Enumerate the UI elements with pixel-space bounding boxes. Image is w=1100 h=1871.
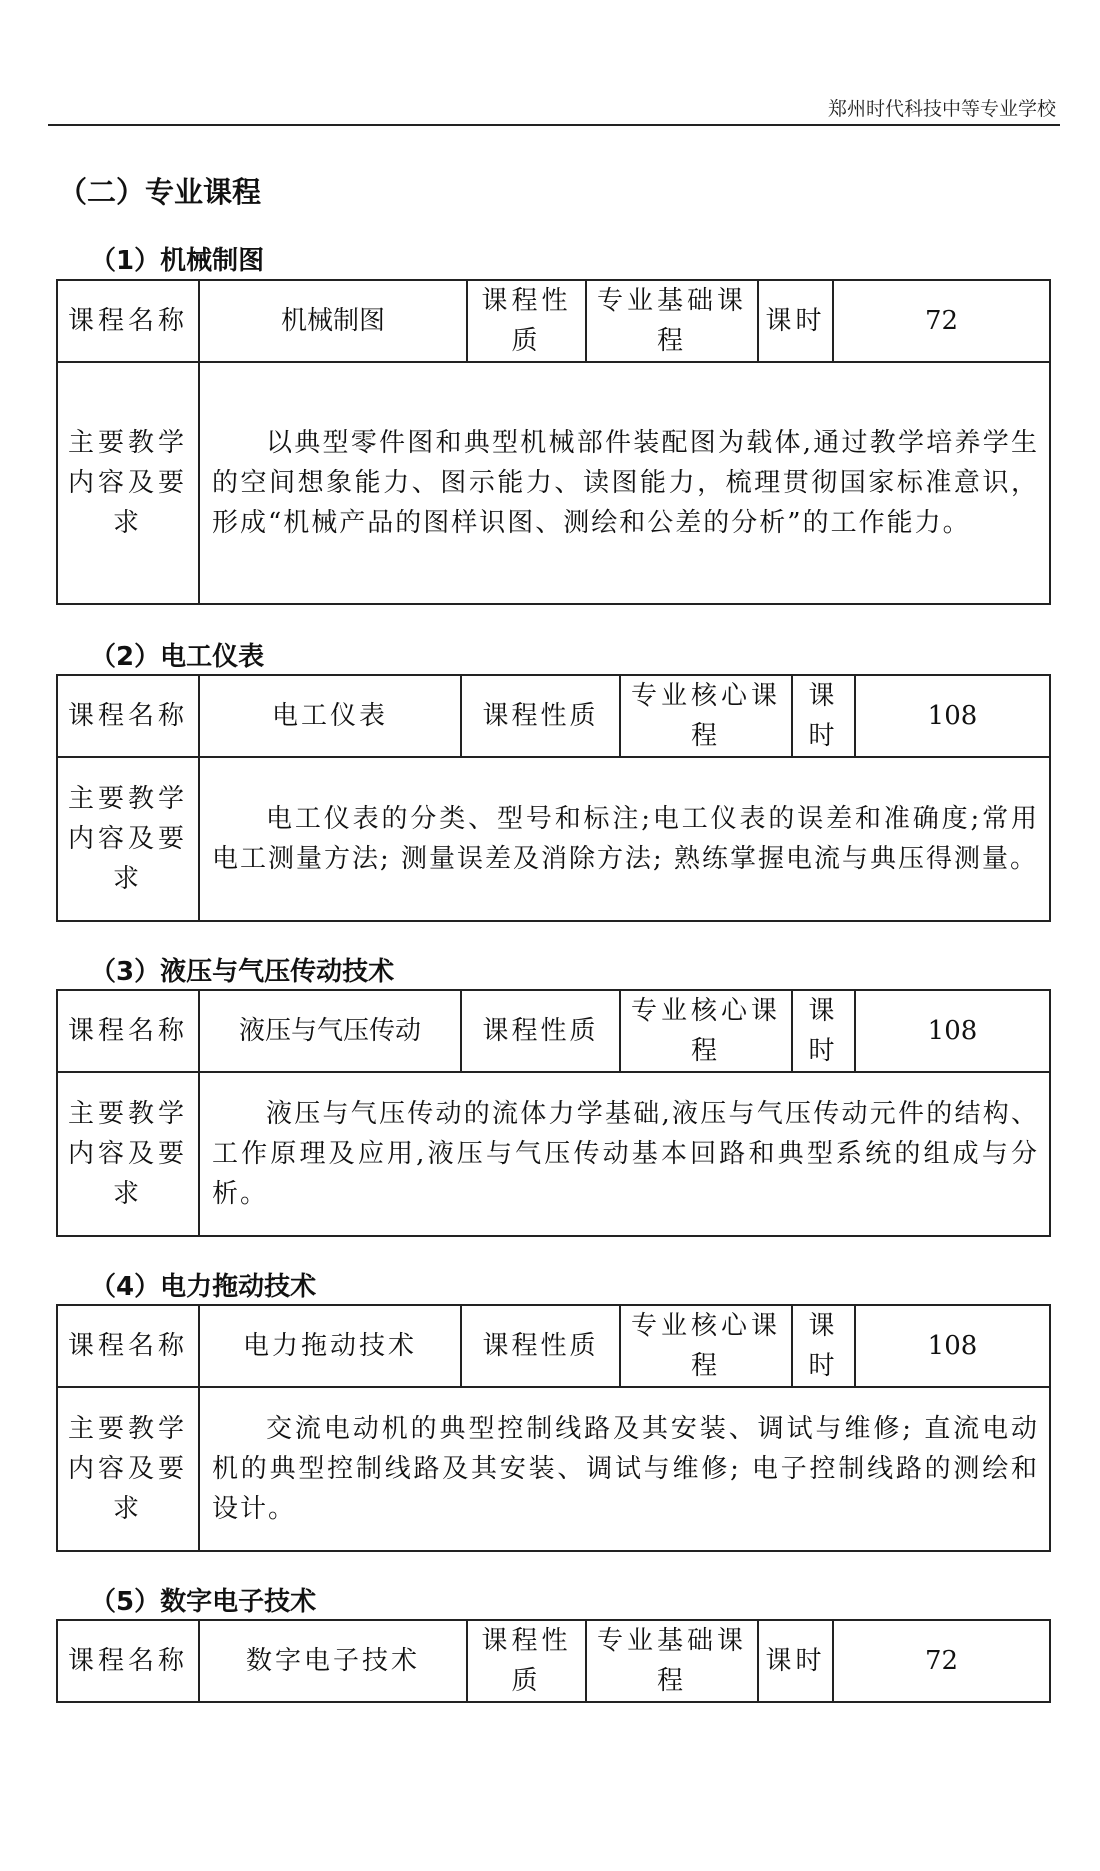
course-name-row — [57, 280, 1050, 362]
course-name-row — [57, 1305, 1050, 1387]
course-content-label: 主要教学内容及要求 — [57, 1387, 199, 1551]
course-content-label: 主要教学内容及要求 — [57, 1072, 199, 1236]
course-content-row — [57, 362, 1050, 604]
course-hours-value: 72 — [833, 1620, 1050, 1702]
course-nature-label: 课程性质 — [461, 990, 620, 1072]
course-name-label: 课程名称 — [57, 1305, 199, 1387]
course-name-label: 课程名称 — [57, 675, 199, 757]
course-nature-label: 课程性质 — [467, 280, 586, 362]
course-table — [56, 279, 1051, 605]
course-hours-label: 课时 — [792, 675, 855, 757]
course-heading: （5）数字电子技术 — [90, 1587, 317, 1617]
course-nature-value: 专业核心课程 — [620, 675, 792, 757]
course-name-row — [57, 675, 1050, 757]
course-hours-value: 72 — [833, 280, 1050, 362]
course-heading: （2）电工仪表 — [90, 642, 265, 672]
course-table — [56, 989, 1051, 1237]
course-nature-value: 专业核心课程 — [620, 1305, 792, 1387]
course-hours-value: 108 — [855, 675, 1050, 757]
course-name-row — [57, 1620, 1050, 1702]
header-divider — [48, 124, 1060, 126]
course-name-label: 课程名称 — [57, 280, 199, 362]
course-content-label: 主要教学内容及要求 — [57, 757, 199, 921]
course-content-label: 主要教学内容及要求 — [57, 362, 199, 604]
course-nature-label: 课程性质 — [461, 1305, 620, 1387]
course-heading: （4）电力拖动技术 — [90, 1272, 317, 1302]
course-nature-label: 课程性质 — [467, 1620, 586, 1702]
course-nature-value: 专业基础课程 — [586, 1620, 758, 1702]
course-table — [56, 1304, 1051, 1552]
course-content-text: 交流电动机的典型控制线路及其安装、调试与维修; 直流电动机的典型控制线路及其安装、调试与维修; 电子控制线路的测绘和设计。 — [199, 1387, 1050, 1551]
course-hours-value: 108 — [855, 990, 1050, 1072]
course-hours-label: 课时 — [758, 1620, 833, 1702]
course-hours-label: 课时 — [792, 1305, 855, 1387]
course-content-row — [57, 1072, 1050, 1236]
course-heading: （1）机械制图 — [90, 246, 265, 276]
course-nature-value: 专业基础课程 — [586, 280, 758, 362]
course-name-value: 电力拖动技术 — [199, 1305, 461, 1387]
course-hours-label: 课时 — [792, 990, 855, 1072]
course-table — [56, 1619, 1051, 1703]
course-name-value: 液压与气压传动 — [199, 990, 461, 1072]
course-content-text: 以典型零件图和典型机械部件装配图为载体,通过教学培养学生的空间想象能力、图示能力、读图能力，梳理贯彻国家标准意识，形成“机械产品的图样识图、测绘和公差的分析”的工作能力。 — [199, 362, 1050, 604]
course-heading: （3）液压与气压传动技术 — [90, 957, 395, 987]
course-name-row — [57, 990, 1050, 1072]
course-content-row — [57, 1387, 1050, 1551]
course-table — [56, 674, 1051, 922]
course-nature-label: 课程性质 — [461, 675, 620, 757]
course-name-label: 课程名称 — [57, 990, 199, 1072]
course-name-label: 课程名称 — [57, 1620, 199, 1702]
course-content-row — [57, 757, 1050, 921]
course-name-value: 机械制图 — [199, 280, 467, 362]
course-hours-label: 课时 — [758, 280, 833, 362]
course-name-value: 数字电子技术 — [199, 1620, 467, 1702]
course-hours-value: 108 — [855, 1305, 1050, 1387]
header-school-name: 郑州时代科技中等专业学校 — [827, 98, 1056, 120]
course-nature-value: 专业核心课程 — [620, 990, 792, 1072]
section-title: （二）专业课程 — [58, 175, 262, 209]
course-name-value: 电工仪表 — [199, 675, 461, 757]
course-content-text: 液压与气压传动的流体力学基础,液压与气压传动元件的结构、工作原理及应用,液压与气压传动基本回路和典型系统的组成与分析。 — [199, 1072, 1050, 1236]
course-content-text: 电工仪表的分类、型号和标注;电工仪表的误差和准确度;常用电工测量方法; 测量误差及消除方法; 熟练掌握电流与典压得测量。 — [199, 757, 1050, 921]
